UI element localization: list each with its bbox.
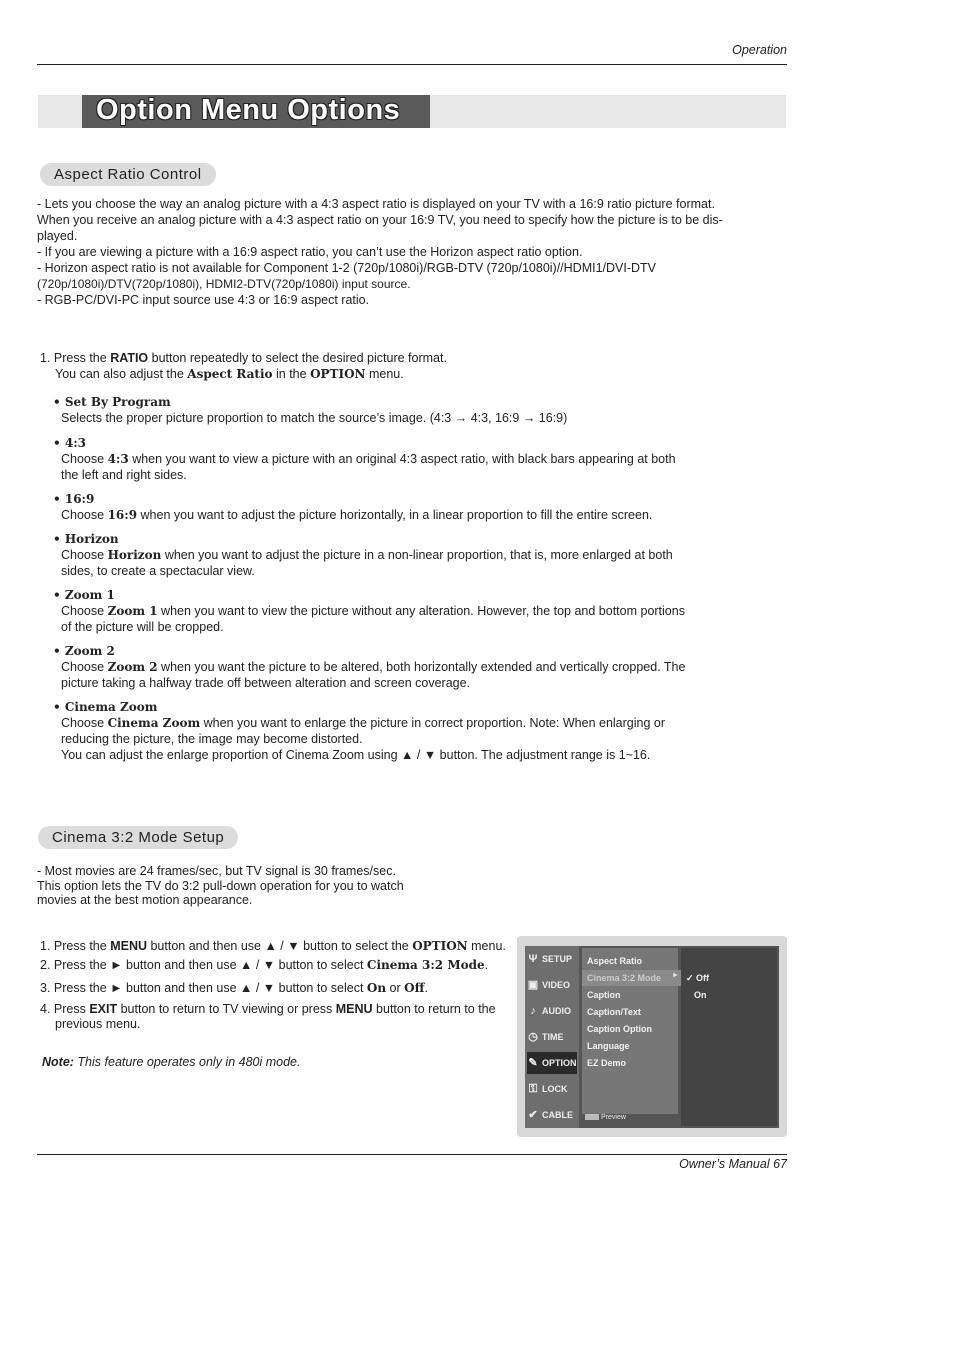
menu-item-caption: Caption xyxy=(587,990,621,1000)
menu-arrow-icon: ► xyxy=(672,972,679,979)
footer-rule xyxy=(37,1154,787,1155)
preview-button-icon xyxy=(585,1114,599,1120)
cinema-step-4: 4. Press EXIT button to return to TV viewing or press MENU button to return to the xyxy=(40,1002,496,1016)
option-cinema-zoom-desc-2: reducing the picture, the image may become distorted. xyxy=(61,732,363,746)
audio-icon: ♪ xyxy=(530,1005,536,1017)
menu-item-cinema-mode: Cinema 3:2 Mode xyxy=(587,973,662,983)
option-4-3-desc-1: Choose 4:3 when you want to view a picture with an original 4:3 aspect ratio, with black bars appearing at both xyxy=(61,452,676,466)
video-icon: ▣ xyxy=(527,979,539,991)
aspect-note-1: - Lets you choose the way an analog picture with a 4:3 aspect ratio is displayed on your TV with a 16:9 ratio picture format. xyxy=(37,197,715,211)
option-horizon: • Horizon xyxy=(53,532,119,546)
menu-item-caption-text: Caption/Text xyxy=(587,1007,641,1017)
aspect-step-1-cont: You can also adjust the Aspect Ratio in the OPTION menu. xyxy=(55,367,404,381)
cinema-step-2: 2. Press the ► button and then use ▲ / ▼ button to select Cinema 3:2 Mode. xyxy=(40,958,489,972)
option-16-9: • 16:9 xyxy=(53,492,95,506)
option-cinema-zoom: • Cinema Zoom xyxy=(53,700,158,714)
option-set-by-program: • Set By Program xyxy=(53,395,171,409)
check-icon: ✔ xyxy=(528,1109,538,1121)
option-zoom-2-desc-2: picture taking a halfway trade off between alteration and screen coverage. xyxy=(61,676,471,690)
menu-side-time: ◷ TIME xyxy=(527,1026,577,1048)
aspect-note-6: (720p/1080i)/DTV(720p/1080i), HDMI2-DTV(720p/1080i) input source. xyxy=(37,277,411,291)
header-rule xyxy=(37,64,787,65)
option-set-by-program-desc: Selects the proper picture proportion to match the source’s image. (4:3 → 4:3, 16:9 → 16:9) xyxy=(61,411,568,425)
option-cinema-zoom-desc-3: You can adjust the enlarge proportion of Cinema Zoom using ▲ / ▼ button. The adjustment range is 1~16. xyxy=(61,748,651,762)
menu-value-on: On xyxy=(694,990,707,1000)
option-zoom-2: • Zoom 2 xyxy=(53,644,115,658)
menu-item-language: Language xyxy=(587,1041,630,1051)
cinema-step-3: 3. Press the ► button and then use ▲ / ▼ button to select On or Off. xyxy=(40,981,428,995)
cinema-note-3: movies at the best motion appearance. xyxy=(37,893,253,907)
footer-page: Owner’s Manual 67 xyxy=(679,1157,787,1171)
aspect-note-3: played. xyxy=(37,229,78,243)
option-zoom-2-desc-1: Choose Zoom 2 when you want the picture to be altered, both horizontally extended and vertically cropped. The xyxy=(61,660,686,674)
option-zoom-1-desc-1: Choose Zoom 1 when you want to view the picture without any alteration. However, the top and bottom portions xyxy=(61,604,685,618)
menu-side-video: ▣ VIDEO xyxy=(527,974,577,996)
option-zoom-1-desc-2: of the picture will be cropped. xyxy=(61,620,224,634)
aspect-note-5: - Horizon aspect ratio is not available for Component 1-2 (720p/1080i)/RGB-DTV (720p/1080i)//HDMI1/DVI-DTV xyxy=(37,261,657,275)
menu-item-caption-option: Caption Option xyxy=(587,1024,652,1034)
aspect-note-2: When you receive an analog picture with a 4:3 aspect ratio on your 16:9 TV, you need to specify how the picture is to be dis- xyxy=(37,213,723,227)
lock-icon: ⚿ xyxy=(528,1083,538,1095)
option-4-3: • 4:3 xyxy=(53,436,86,450)
option-horizon-desc-2: sides, to create a spectacular view. xyxy=(61,564,255,578)
option-4-3-desc-2: the left and right sides. xyxy=(61,468,187,482)
aspect-step-1: 1. Press the RATIO button repeatedly to select the desired picture format. xyxy=(40,351,447,365)
cinema-heading: Cinema 3:2 Mode Setup xyxy=(38,826,238,849)
menu-side-lock: ⚿ LOCK xyxy=(527,1078,577,1100)
menu-side-setup: Ψ SETUP xyxy=(527,948,577,970)
menu-preview-label: Preview xyxy=(585,1114,626,1121)
option-16-9-desc: Choose 16:9 when you want to adjust the picture horizontally, in a linear proportion to fill the entire screen. xyxy=(61,508,653,522)
cinema-note-2: This option lets the TV do 3:2 pull-down operation for you to watch xyxy=(37,879,404,893)
cinema-step-4-cont: previous menu. xyxy=(55,1017,141,1031)
aspect-note-7: - RGB-PC/DVI-PC input source use 4:3 or 16:9 aspect ratio. xyxy=(37,293,370,307)
cinema-step-1: 1. Press the MENU button and then use ▲ / ▼ button to select the OPTION menu. xyxy=(40,939,506,953)
menu-side-audio: ♪ AUDIO xyxy=(527,1000,577,1022)
antenna-icon: Ψ xyxy=(528,953,538,965)
option-icon: ✎ xyxy=(528,1057,538,1069)
page-title: Option Menu Options xyxy=(96,94,401,126)
cinema-note-1: - Most movies are 24 frames/sec, but TV signal is 30 frames/sec. xyxy=(37,864,396,878)
menu-side-option: ✎ OPTION xyxy=(527,1052,577,1074)
option-horizon-desc-1: Choose Horizon when you want to adjust the picture in a non-linear proportion, that is, more enlarged at both xyxy=(61,548,673,562)
cinema-note: Note: This feature operates only in 480i mode. xyxy=(42,1055,301,1069)
aspect-note-4: - If you are viewing a picture with a 16:9 aspect ratio, you can’t use the Horizon aspect ratio option. xyxy=(37,245,583,259)
aspect-heading: Aspect Ratio Control xyxy=(40,163,216,186)
menu-item-ez-demo: EZ Demo xyxy=(587,1058,627,1068)
option-cinema-zoom-desc-1: Choose Cinema Zoom when you want to enlarge the picture in correct proportion. Note: When enlarging or xyxy=(61,716,666,730)
menu-item-aspect-ratio: Aspect Ratio xyxy=(587,956,643,966)
header-section: Operation xyxy=(732,43,787,57)
clock-icon: ◷ xyxy=(528,1031,538,1043)
menu-value-off: ✓ Off xyxy=(686,973,710,983)
option-zoom-1: • Zoom 1 xyxy=(53,588,115,602)
ratio-key: RATIO xyxy=(110,351,149,365)
menu-side-cable: ✔ CABLE xyxy=(527,1104,577,1126)
